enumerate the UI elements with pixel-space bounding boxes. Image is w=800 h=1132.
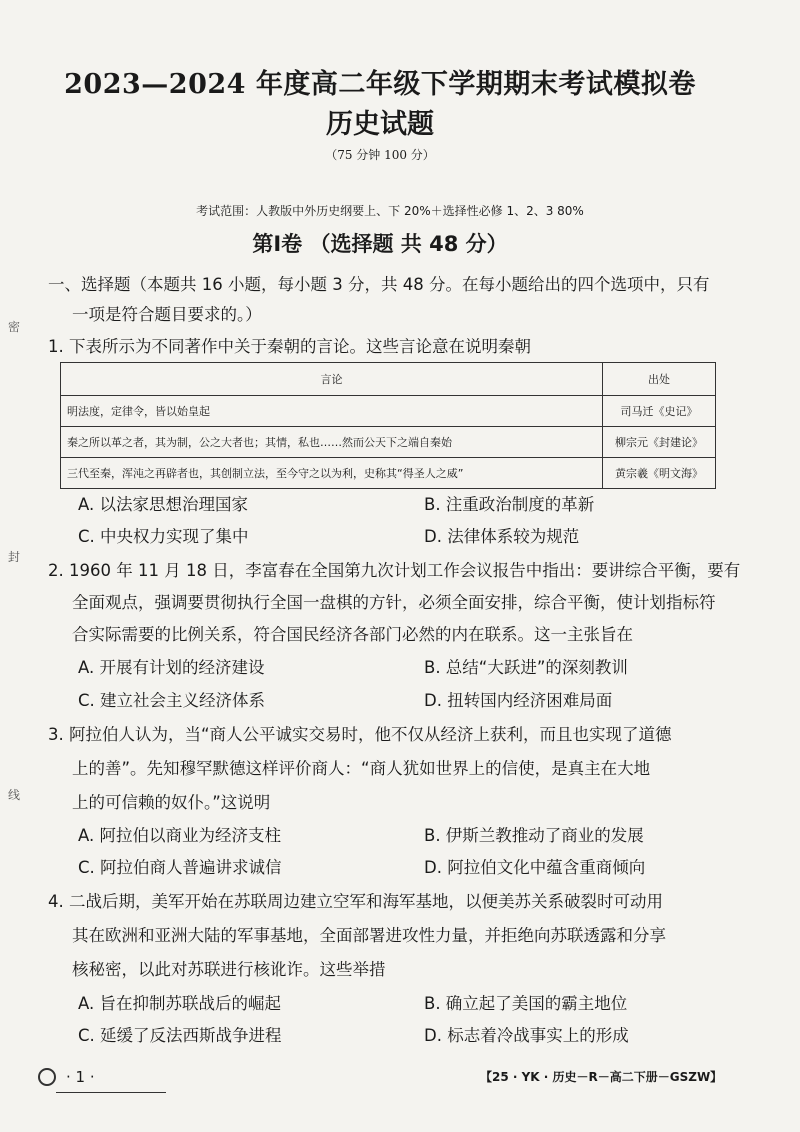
q4-stem-line3: 核秘密，以此对苏联进行核讹诈。这些举措: [72, 960, 386, 979]
time-score: （75 分钟 100 分）: [325, 148, 435, 162]
q4-option-d[interactable]: D. 标志着冷战事实上的形成: [424, 1026, 629, 1045]
q4-stem-line2: 其在欧洲和亚洲大陆的军事基地，全面部署进攻性力量，并拒绝向苏联透露和分享: [72, 926, 666, 945]
q2-stem-line2: 全面观点，强调要贯彻执行全国一盘棋的方针，必须全面安排，综合平衡，使计划指标符: [72, 593, 716, 612]
q2-option-c[interactable]: C. 建立社会主义经济体系: [78, 691, 266, 710]
table-row: [61, 458, 716, 489]
table-header-row: [61, 363, 716, 396]
table-cell-quote: 明法度，定律令，皆以始皇起: [61, 396, 603, 427]
table-header-quote: 言论: [61, 363, 603, 396]
q2-option-a[interactable]: A. 开展有计划的经济建设: [78, 658, 265, 677]
q4-option-a[interactable]: A. 旨在抑制苏联战后的崛起: [78, 994, 281, 1013]
table-cell-source: 司马迁《史记》: [603, 396, 716, 427]
q3-option-c[interactable]: C. 阿拉伯商人普遍讲求诚信: [78, 858, 282, 877]
q3-stem-line2: 上的善”。先知穆罕默德这样评价商人：“商人犹如世界上的信使，是真主在大地: [72, 759, 651, 778]
q4-stem-line1: 4. 二战后期，美军开始在苏联周边建立空军和海军基地，以便美苏关系破裂时可动用: [48, 892, 663, 911]
lightbulb-icon: [38, 1068, 56, 1086]
side-mark-line: 线: [8, 788, 21, 802]
paper-code: 【25 · YK · 历史－R－高二下册－GSZW】: [480, 1070, 723, 1084]
q1-stem: 1. 下表所示为不同著作中关于秦朝的言论。这些言论意在说明秦朝: [48, 337, 531, 356]
q3-stem-line3: 上的可信赖的奴仆。”这说明: [72, 793, 271, 812]
q3-option-d[interactable]: D. 阿拉伯文化中蕴含重商倾向: [424, 858, 646, 877]
q2-option-d[interactable]: D. 扭转国内经济困难局面: [424, 691, 613, 710]
section-instruction-line2: 一项是符合题目要求的。）: [72, 305, 262, 324]
table-row: [61, 396, 716, 427]
table-cell-source: 黄宗羲《明文海》: [603, 458, 716, 489]
q1-option-d[interactable]: D. 法律体系较为规范: [424, 527, 580, 546]
q4-option-b[interactable]: B. 确立起了美国的霸主地位: [424, 994, 628, 1013]
exam-title: 2023—2024 年度高二年级下学期期末考试模拟卷: [64, 69, 696, 100]
q2-stem-line1: 2. 1960 年 11 月 18 日，李富春在全国第九次计划工作会议报告中指出：要讲综合平衡，要有: [48, 561, 741, 580]
q4-option-c[interactable]: C. 延缓了反法西斯战争进程: [78, 1026, 282, 1045]
side-mark-seal-2: 封: [8, 550, 21, 564]
table-cell-quote: 三代至秦，浑沌之再辟者也，其创制立法，至今守之以为利，史称其“得圣人之威”: [61, 458, 603, 489]
q3-option-b[interactable]: B. 伊斯兰教推动了商业的发展: [424, 826, 644, 845]
volume-heading: 第Ⅰ卷 （选择题 共 48 分）: [252, 232, 508, 256]
table-cell-source: 柳宗元《封建论》: [603, 427, 716, 458]
exam-subject: 历史试题: [326, 109, 434, 140]
table-row: [61, 427, 716, 458]
q3-stem-line1: 3. 阿拉伯人认为，当“商人公平诚实交易时，他不仅从经济上获利，而且也实现了道德: [48, 725, 672, 744]
q2-option-b[interactable]: B. 总结“大跃进”的深刻教训: [424, 658, 628, 677]
page-number: · 1 ·: [66, 1068, 95, 1086]
q1-option-b[interactable]: B. 注重政治制度的革新: [424, 495, 595, 514]
section-instruction-line1: 一、选择题（本题共 16 小题，每小题 3 分，共 48 分。在每小题给出的四个选项中，只有: [48, 275, 710, 294]
side-mark-seal: 密: [8, 320, 21, 334]
q1-quote-table: [60, 362, 716, 489]
q3-option-a[interactable]: A. 阿拉伯以商业为经济支柱: [78, 826, 281, 845]
table-header-source: 出处: [603, 363, 716, 396]
table-cell-quote: 秦之所以革之者，其为制，公之大者也；其情，私也……然而公天下之端自秦始: [61, 427, 603, 458]
q1-option-a[interactable]: A. 以法家思想治理国家: [78, 495, 248, 514]
q2-stem-line3: 合实际需要的比例关系，符合国民经济各部门必然的内在联系。这一主张旨在: [72, 625, 633, 644]
footer-divider: [56, 1092, 166, 1093]
exam-scope: 考试范围：人教版中外历史纲要上、下 20%＋选择性必修 1、2、3 80%: [196, 204, 584, 218]
q1-option-c[interactable]: C. 中央权力实现了集中: [78, 527, 249, 546]
